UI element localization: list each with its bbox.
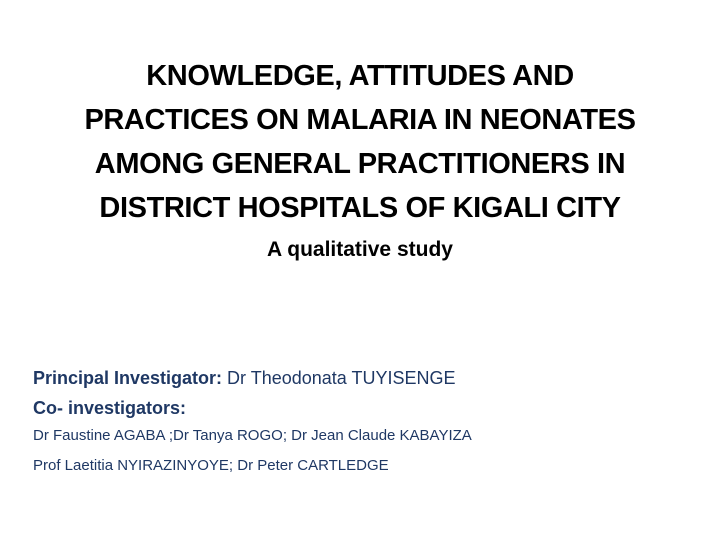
investigators-block bbox=[33, 365, 693, 485]
principal-investigator-line bbox=[33, 365, 693, 391]
slide-subtitle: A qualitative study bbox=[267, 238, 453, 261]
title-line-1: KNOWLEDGE, ATTITUDES AND bbox=[146, 60, 574, 92]
co-investigators-line-1: Dr Faustine AGABA ;Dr Tanya ROGO; Dr Jean Claude KABAYIZA bbox=[33, 427, 472, 444]
title-line-3: AMONG GENERAL PRACTITIONERS IN bbox=[94, 148, 626, 180]
title-line-2: PRACTICES ON MALARIA IN NEONATES bbox=[84, 104, 636, 136]
co-investigators-line-2: Prof Laetitia NYIRAZINYOYE; Dr Peter CARTLEDGE bbox=[33, 457, 389, 474]
co-investigators-label: Co- investigators: bbox=[33, 398, 187, 418]
principal-investigator-label: Principal Investigator: bbox=[33, 368, 223, 388]
slide-title bbox=[40, 54, 680, 264]
principal-investigator-name: Dr Theodonata TUYISENGE bbox=[222, 368, 456, 388]
co-investigators-heading bbox=[33, 395, 693, 421]
title-line-4: DISTRICT HOSPITALS OF KIGALI CITY bbox=[99, 192, 621, 224]
